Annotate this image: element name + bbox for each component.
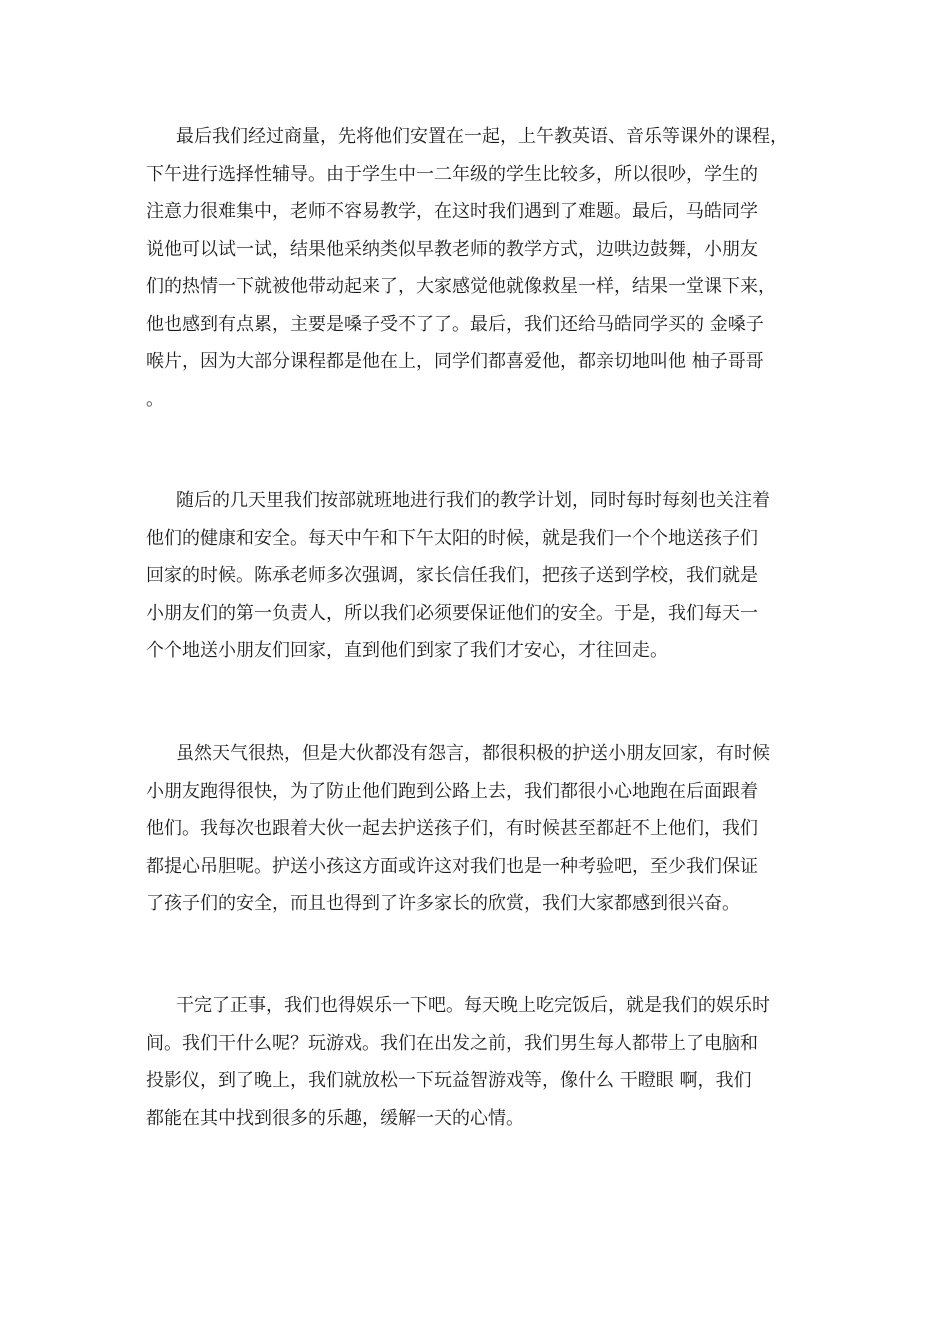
paragraph-line: 他也感到有点累，主要是嗓子受不了了。最后，我们还给马皓同学买的 金嗓子 xyxy=(146,313,764,335)
paragraph-line: 小朋友们的第一负责人，所以我们必须要保证他们的安全。于是，我们每天一 xyxy=(146,602,758,624)
paragraph-line: 说他可以试一试，结果他采纳类似早教老师的教学方式，边哄边鼓舞，小朋友 xyxy=(146,238,758,260)
paragraph-line: 干完了正事，我们也得娱乐一下吧。每天晚上吃完饭后，就是我们的娱乐时 xyxy=(176,995,770,1016)
paragraph-line: 个个地送小朋友们回家，直到他们到家了我们才安心，才往回走。 xyxy=(146,640,668,661)
paragraph-line: 喉片，因为大部分课程都是他在上，同学们都喜爱他，都亲切地叫他 柚子哥哥 xyxy=(146,351,764,372)
paragraph-line: 下午进行选择性辅导。由于学生中一二年级的学生比较多，所以很吵，学生的 xyxy=(146,163,758,185)
paragraph-line: 小朋友跑得很快，为了防止他们跑到公路上去，我们都很小心地跑在后面跟着 xyxy=(146,780,758,802)
paragraph-line: 虽然天气很热，但是大伙都没有怨言，都很积极的护送小朋友回家，有时候 xyxy=(176,743,770,764)
paragraph-line: 们的热情一下就被他带动起来了，大家感觉他就像救星一样，结果一堂课下来， xyxy=(146,276,776,297)
paragraph-line: 都能在其中找到很多的乐趣，缓解一天的心情。 xyxy=(146,1107,524,1129)
paragraph-line: 。 xyxy=(146,388,164,410)
paragraph-line: 注意力很难集中，老师不容易教学，在这时我们遇到了难题。最后，马皓同学 xyxy=(146,201,758,222)
paragraph-2 xyxy=(146,482,814,670)
paragraph-line: 都提心吊胆呢。护送小孩这方面或许这对我们也是一种考验吧，至少我们保证 xyxy=(146,855,758,877)
paragraph-4 xyxy=(146,987,814,1137)
paragraph-line: 他们的健康和安全。每天中午和下午太阳的时候，就是我们一个个地送孩子们 xyxy=(146,527,758,549)
paragraph-line: 投影仪，到了晚上，我们就放松一下玩益智游戏等，像什么 干瞪眼 啊，我们 xyxy=(146,1070,752,1091)
paragraph-1 xyxy=(146,118,814,418)
paragraph-line: 最后我们经过商量，先将他们安置在一起，上午教英语、音乐等课外的课程， xyxy=(176,126,788,147)
paragraph-line: 间。我们干什么呢？玩游戏。我们在出发之前，我们男生每人都带上了电脑和 xyxy=(146,1032,758,1054)
paragraph-line: 随后的几天里我们按部就班地进行我们的教学计划，同时每时每刻也关注着 xyxy=(176,490,770,511)
paragraph-line: 他们。我每次也跟着大伙一起去护送孩子们，有时候甚至都赶不上他们，我们 xyxy=(146,818,758,839)
paragraph-3 xyxy=(146,735,814,923)
paragraph-line: 了孩子们的安全，而且也得到了许多家长的欣赏，我们大家都感到很兴奋。 xyxy=(146,893,740,914)
paragraph-line: 回家的时候。陈承老师多次强调，家长信任我们，把孩子送到学校，我们就是 xyxy=(146,565,758,586)
